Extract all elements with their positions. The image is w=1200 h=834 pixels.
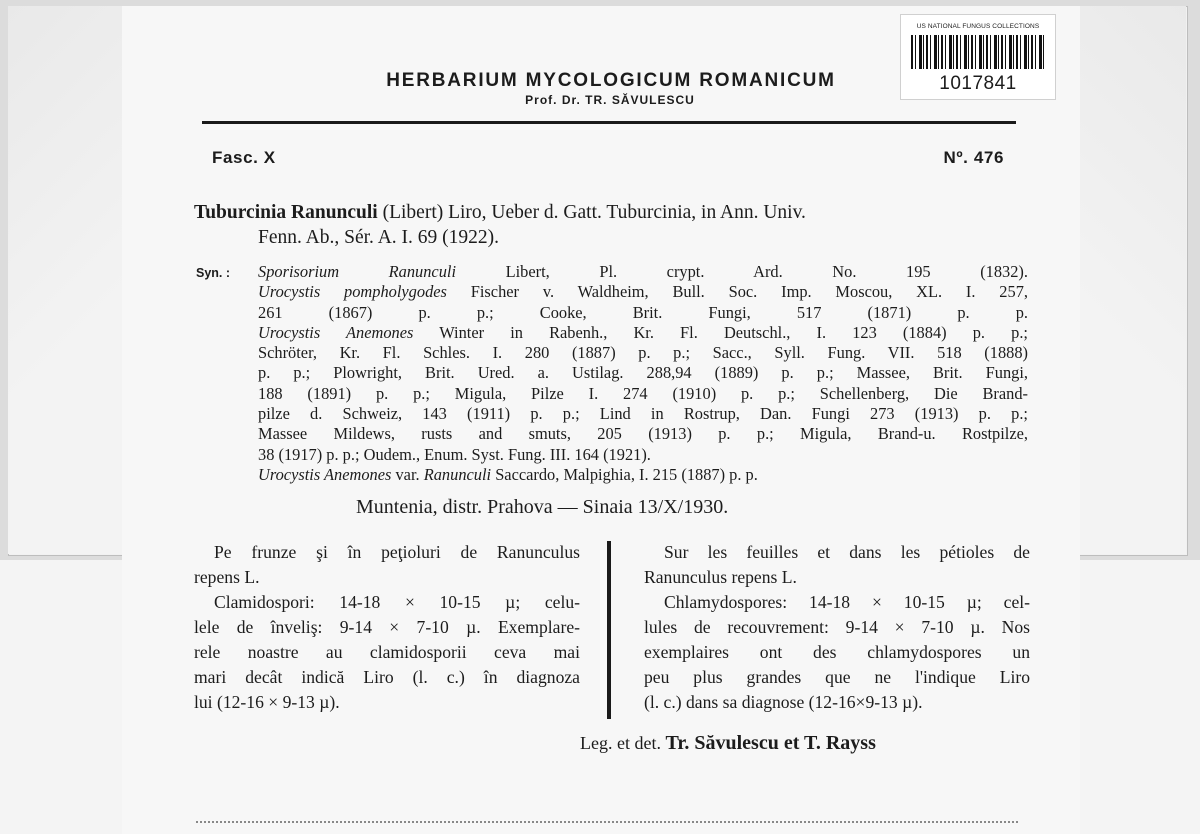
description-line: rele noastre au clamidosporii ceva mai	[194, 642, 580, 662]
collectors-names: Tr. Săvulescu et T. Rayss	[665, 732, 876, 754]
synonym-line: p. p.; Plowright, Brit. Ured. a. Ustilag. 288,94 (1889) p. p.; Massee, Brit. Fungi,	[258, 363, 1028, 383]
synonym-line: Urocystis Anemones var. Ranunculi Saccardo, Malpighia, I. 215 (1887) p. p.	[258, 464, 758, 484]
collectors-line	[580, 732, 1020, 755]
synonyms-label: Syn. :	[196, 266, 231, 280]
synonym-line: pilze d. Schweiz, 143 (1911) p. p.; Lind in Rostrup, Dan. Fungi 273 (1913) p. p.;	[258, 404, 1028, 424]
synonym-line: Schröter, Kr. Fl. Schles. I. 280 (1887) p. p.; Sacc., Syll. Fung. VII. 518 (1888)	[258, 343, 1028, 363]
synonym-line: Massee Mildews, rusts and smuts, 205 (1913) p. p.; Migula, Brand-u. Rostpilze,	[258, 424, 1028, 444]
specimen-number: Nº. 476	[943, 148, 1004, 167]
envelope-flap-right	[1070, 6, 1186, 554]
synonym-line: Urocystis Anemones Winter in Rabenh., Kr. Fl. Deutschl., I. 123 (1884) p. p.;	[258, 322, 1028, 342]
description-line: lules de recouvrement: 9-14 × 7-10 µ. Nos	[644, 617, 1030, 637]
description-line: lui (12-16 × 9-13 µ).	[194, 692, 340, 712]
romanian-description	[194, 540, 580, 715]
herbarium-subtitle: Prof. Dr. TR. SĂVULESCU	[525, 93, 695, 107]
description-line: lele de înveliş: 9-14 × 7-10 µ. Exemplare-	[194, 617, 580, 637]
synonym-line: 261 (1867) p. p.; Cooke, Brit. Fungi, 517 (1871) p. p.	[258, 302, 1028, 322]
barcode-number: 1017841	[939, 73, 1017, 94]
description-line: Pe frunze şi în peţioluri de Ranunculus	[214, 542, 580, 562]
synonym-line: Urocystis pompholygodes Fischer v. Waldheim, Bull. Soc. Imp. Moscou, XL. I. 257,	[258, 282, 1028, 302]
description-line: (l. c.) dans sa diagnose (12-16×9-13 µ).	[644, 692, 923, 712]
locality: Muntenia, distr. Prahova — Sinaia 13/X/1930.	[356, 496, 729, 518]
species-authority-cont: Fenn. Ab., Sér. A. I. 69 (1922).	[258, 227, 500, 248]
header-rule	[202, 121, 1016, 124]
column-divider	[607, 541, 611, 719]
bottom-dotted-rule	[196, 821, 1018, 823]
french-description	[644, 540, 1030, 715]
description-line: Ranunculus repens L.	[644, 567, 797, 587]
collectors-prefix: Leg. et det.	[580, 733, 666, 753]
species-name: Tuburcinia Ranunculi	[194, 202, 378, 223]
fascicle: Fasc. X	[212, 148, 276, 167]
description-line: Chlamydospores: 14-18 × 10-15 µ; cel-	[664, 592, 1030, 612]
description-line: mari decât indică Liro (l. c.) în diagnoza	[194, 667, 580, 687]
synonym-line: 188 (1891) p. p.; Migula, Pilze I. 274 (1910) p. p.; Schellenberg, Die Brand-	[258, 383, 1028, 403]
description-line: Sur les feuilles et dans les pétioles de	[664, 542, 1030, 562]
description-line: peu plus grandes que ne l'indique Liro	[644, 667, 1030, 687]
synonym-line: 38 (1917) p. p.; Oudem., Enum. Syst. Fung. III. 164 (1921).	[258, 444, 651, 464]
envelope-flap-left	[8, 6, 128, 554]
barcode-bars	[911, 35, 1045, 69]
description-line: exemplaires ont des chlamydospores un	[644, 642, 1030, 662]
description-line: repens L.	[194, 567, 260, 587]
species-authority: (Libert) Liro, Ueber d. Gatt. Tuburcinia, in Ann. Univ.	[377, 202, 806, 223]
synonym-line: Sporisorium Ranunculi Libert, Pl. crypt. Ard. No. 195 (1832).	[258, 262, 1028, 281]
synonyms-block	[258, 262, 1028, 485]
description-line: Clamidospori: 14-18 × 10-15 µ; celu-	[214, 592, 580, 612]
barcode-label	[900, 14, 1056, 100]
herbarium-title: HERBARIUM MYCOLOGICUM ROMANICUM	[386, 70, 836, 91]
species-line	[194, 200, 1026, 225]
barcode-institution: US NATIONAL FUNGUS COLLECTIONS	[916, 23, 1040, 30]
